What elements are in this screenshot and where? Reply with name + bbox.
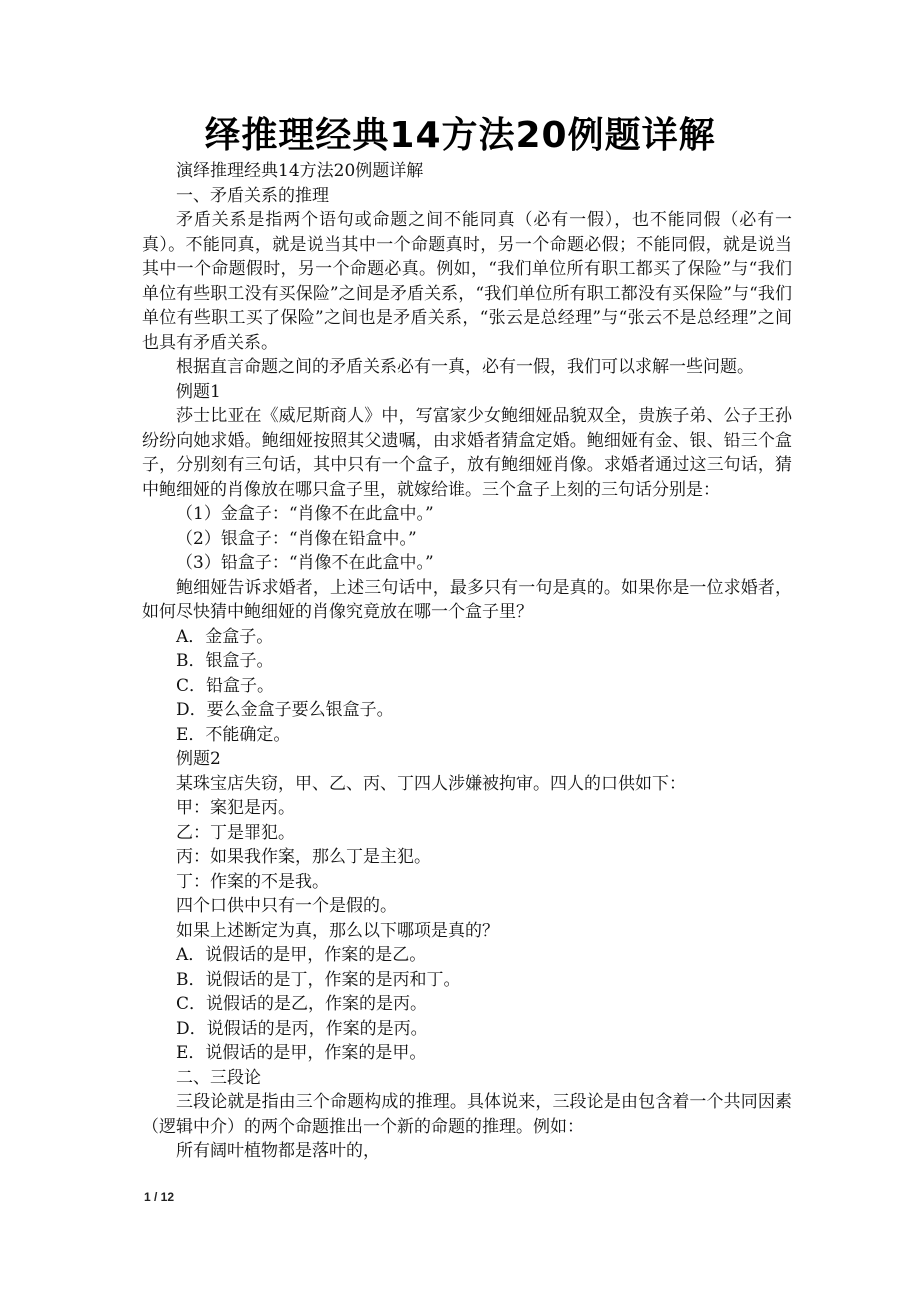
option-item: E．说假话的是甲，作案的是甲。 bbox=[176, 1043, 427, 1063]
option-item: D．要么金盒子要么银盒子。 bbox=[176, 700, 394, 720]
option-item: A．金盒子。 bbox=[176, 626, 274, 647]
option-item: E．不能确定。 bbox=[176, 724, 291, 745]
paragraph: 四个口供中只有一个是假的。 bbox=[176, 896, 397, 916]
option-item: C．说假话的是乙，作案的是丙。 bbox=[176, 994, 428, 1014]
paragraph: 矛盾关系是指两个语句或命题之间不能同真（必有一假），也不能同假（必有一真）。不能同真，就是说当其中一个命题真时，另一个命题必假；不能同假，就是说当其中一个命题假时，另一个命题必真。例如，“我们单位所有职工都买了保险”与“我们单位有些职工没有买保险”之间是矛盾关系，“我们单位所有职工都没有买保险”与“我们单位有些职工买了保险”之间也是矛盾关系，“张云是总经理”与“张云不是总经理”之间也具有矛盾关系。 bbox=[142, 210, 792, 353]
paragraph: 鲍细娅告诉求婚者，上述三句话中，最多只有一句是真的。如果你是一位求婚者，如何尽快猜中鲍细娅的肖像究竟放在哪一个盒子里？ bbox=[142, 577, 792, 622]
document-title: 绎推理经典14方法20例题详解 bbox=[204, 115, 716, 156]
paragraph: 根据直言命题之间的矛盾关系必有一真，必有一假，我们可以求解一些问题。 bbox=[176, 357, 754, 377]
section-heading: 二、三段论 bbox=[176, 1067, 261, 1088]
option-item: B．说假话的是丁，作案的是丙和丁。 bbox=[176, 969, 461, 990]
testimony-line: 乙：丁是罪犯。 bbox=[176, 822, 295, 843]
list-item: （1）金盒子：“肖像不在此盒中。” bbox=[176, 504, 434, 524]
paragraph: 某珠宝店失窃，甲、乙、丙、丁四人涉嫌被拘审。四人的口供如下： bbox=[176, 773, 686, 794]
option-item: A．说假话的是甲，作案的是乙。 bbox=[176, 945, 427, 965]
testimony-line: 丙：如果我作案，那么丁是主犯。 bbox=[176, 847, 431, 867]
option-item: B．银盒子。 bbox=[176, 651, 274, 671]
paragraph: 如果上述断定为真，那么以下哪项是真的？ bbox=[176, 920, 499, 941]
example-heading: 例题2 bbox=[176, 749, 221, 769]
testimony-line: 丁：作案的不是我。 bbox=[176, 871, 329, 892]
option-item: D．说假话的是丙，作案的是丙。 bbox=[176, 1018, 428, 1039]
list-item: （3）铅盒子：“肖像不在此盒中。” bbox=[176, 553, 434, 573]
example-heading: 例题1 bbox=[176, 381, 221, 402]
paragraph: 莎士比亚在《威尼斯商人》中，写富家少女鲍细娅品貌双全，贵族子弟、公子王孙纷纷向她求婚。鲍细娅按照其父遗嘱，由求婚者猜盒定婚。鲍细娅有金、银、铅三个盒子，分别刻有三句话，其中只有一个盒子，放有鲍细娅肖像。求婚者通过这三句话，猜中鲍细娅的肖像放在哪只盒子里，就嫁给谁。三个盒子上刻的三句话分别是： bbox=[142, 406, 792, 500]
document-body bbox=[142, 159, 792, 1164]
testimony-line: 甲：案犯是丙。 bbox=[176, 798, 295, 818]
section-heading: 一、矛盾关系的推理 bbox=[176, 185, 329, 206]
list-item: （2）银盒子：“肖像在铅盒中。” bbox=[176, 528, 417, 549]
paragraph: 三段论就是指由三个命题构成的推理。具体说来，三段论是由包含着一个共同因素（逻辑中介）的两个命题推出一个新的命题的推理。例如： bbox=[142, 1092, 792, 1137]
subtitle-line: 演绎推理经典14方法20例题详解 bbox=[176, 161, 424, 181]
page-number: 1 / 12 bbox=[144, 1190, 175, 1204]
option-item: C．铅盒子。 bbox=[176, 675, 275, 696]
paragraph: 所有阔叶植物都是落叶的， bbox=[176, 1141, 380, 1161]
